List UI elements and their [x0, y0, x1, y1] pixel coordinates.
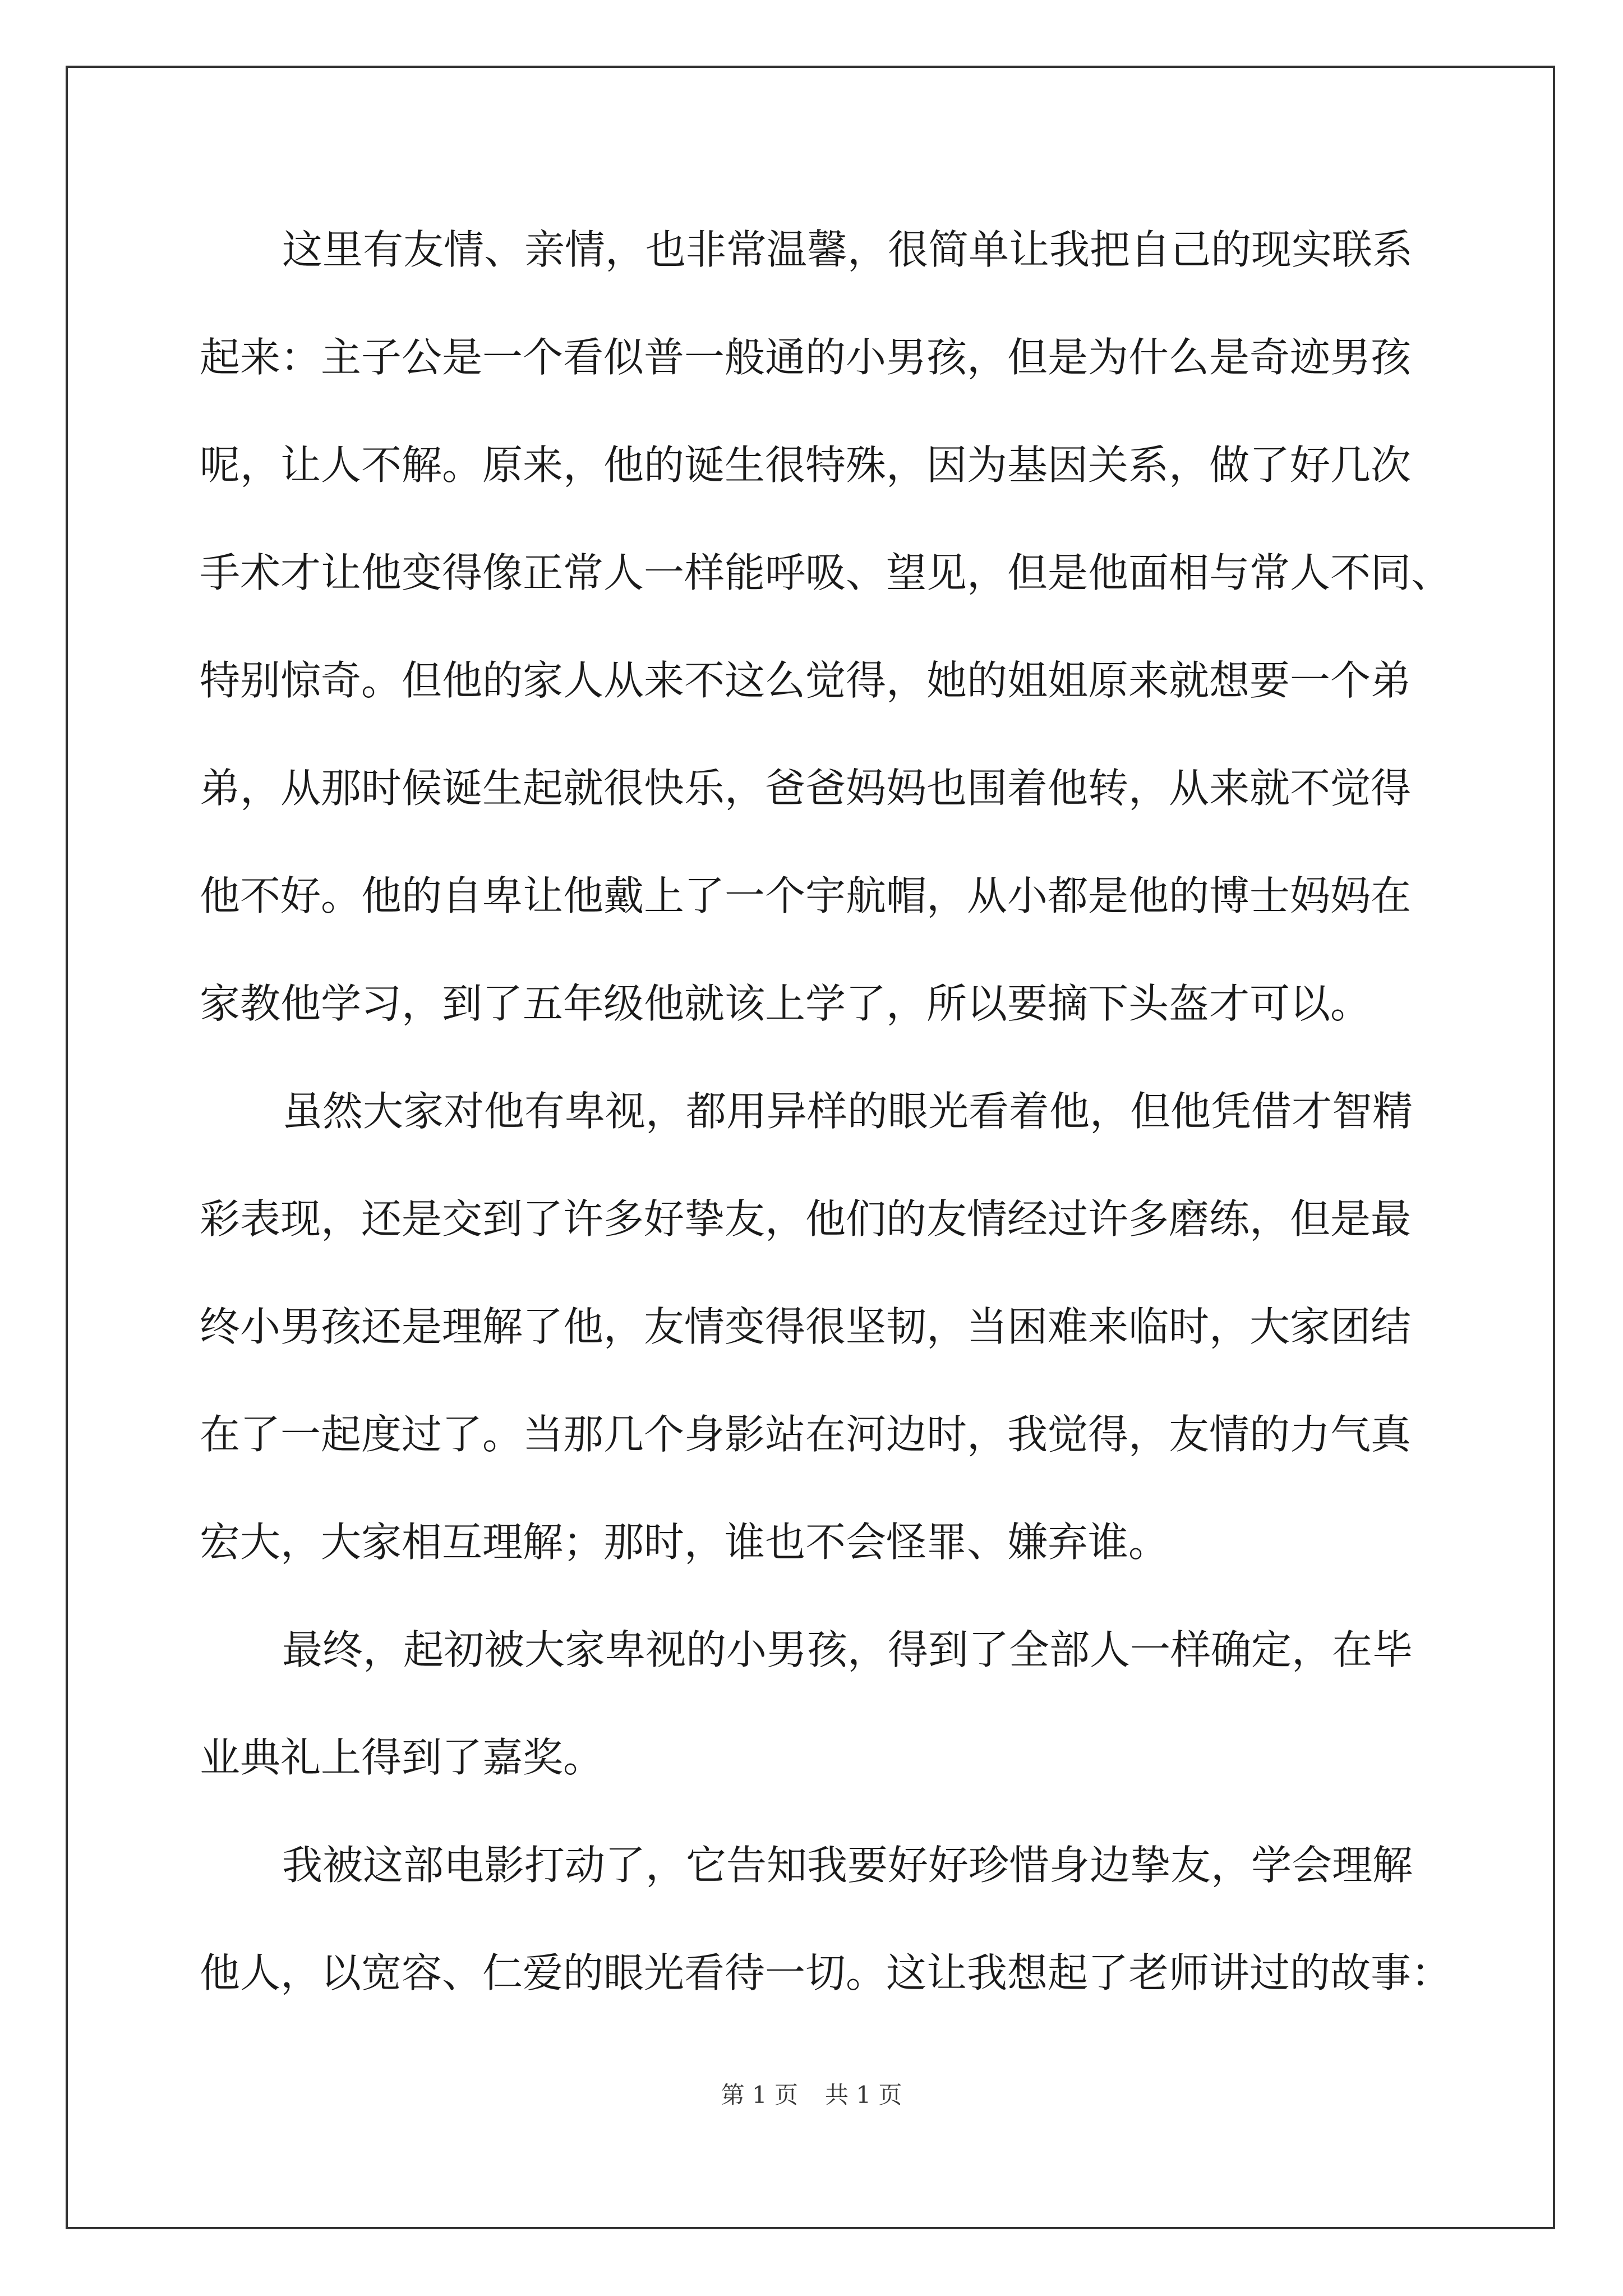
- text-line: 最终，起初被大家卑视的小男孩，得到了全部人一样确定，在毕: [282, 1626, 1413, 1673]
- page-count: 共 1 页: [825, 2081, 902, 2109]
- text-line: 家教他学习，到了五年级他就该上学了，所以要摘下头盔才可以。: [200, 980, 1371, 1027]
- text-line: 彩表现，还是交到了许多好挚友，他们的友情经过许多磨练，但是最: [200, 1195, 1412, 1243]
- text-line: 我被这部电影打动了，它告知我要好好珍惜身边挚友，学会理解: [282, 1842, 1413, 1889]
- text-line: 业典礼上得到了嘉奖。: [200, 1734, 604, 1781]
- text-line: 起来：主子公是一个看似普一般通的小男孩，但是为什么是奇迹男孩: [200, 334, 1412, 381]
- text-line: 终小男孩还是理解了他，友情变得很坚韧，当困难来临时，大家团结: [200, 1303, 1412, 1350]
- text-line: 他不好。他的自卑让他戴上了一个宇航帽，从小都是他的博士妈妈在: [200, 872, 1412, 919]
- text-line: 虽然大家对他有卑视，都用异样的眼光看着他，但他凭借才智精: [282, 1088, 1413, 1135]
- text-line: 这里有友情、亲情，也非常温馨，很简单让我把自己的现实联系: [282, 226, 1413, 273]
- page-number: 第 1 页: [721, 2081, 798, 2109]
- text-line: 他人，以宽容、仁爱的眼光看待一切。这让我想起了老师讲过的故事：: [200, 1949, 1452, 1996]
- text-line: 在了一起度过了。当那几个身影站在河边时，我觉得，友情的力气真: [200, 1411, 1412, 1458]
- page-footer: [0, 2078, 1623, 2112]
- text-line: 宏大，大家相互理解；那时，谁也不会怪罪、嫌弃谁。: [200, 1519, 1169, 1566]
- text-line: 呢，让人不解。原来，他的诞生很特殊，因为基因关系，做了好几次: [200, 441, 1412, 489]
- page-border: [66, 66, 1555, 2229]
- text-line: 弟，从那时候诞生起就很快乐，爸爸妈妈也围着他转，从来就不觉得: [200, 765, 1412, 812]
- text-line: 特别惊奇。但他的家人从来不这么觉得，她的姐姐原来就想要一个弟: [200, 657, 1412, 704]
- text-line: 手术才让他变得像正常人一样能呼吸、望见，但是他面相与常人不同、: [200, 549, 1452, 596]
